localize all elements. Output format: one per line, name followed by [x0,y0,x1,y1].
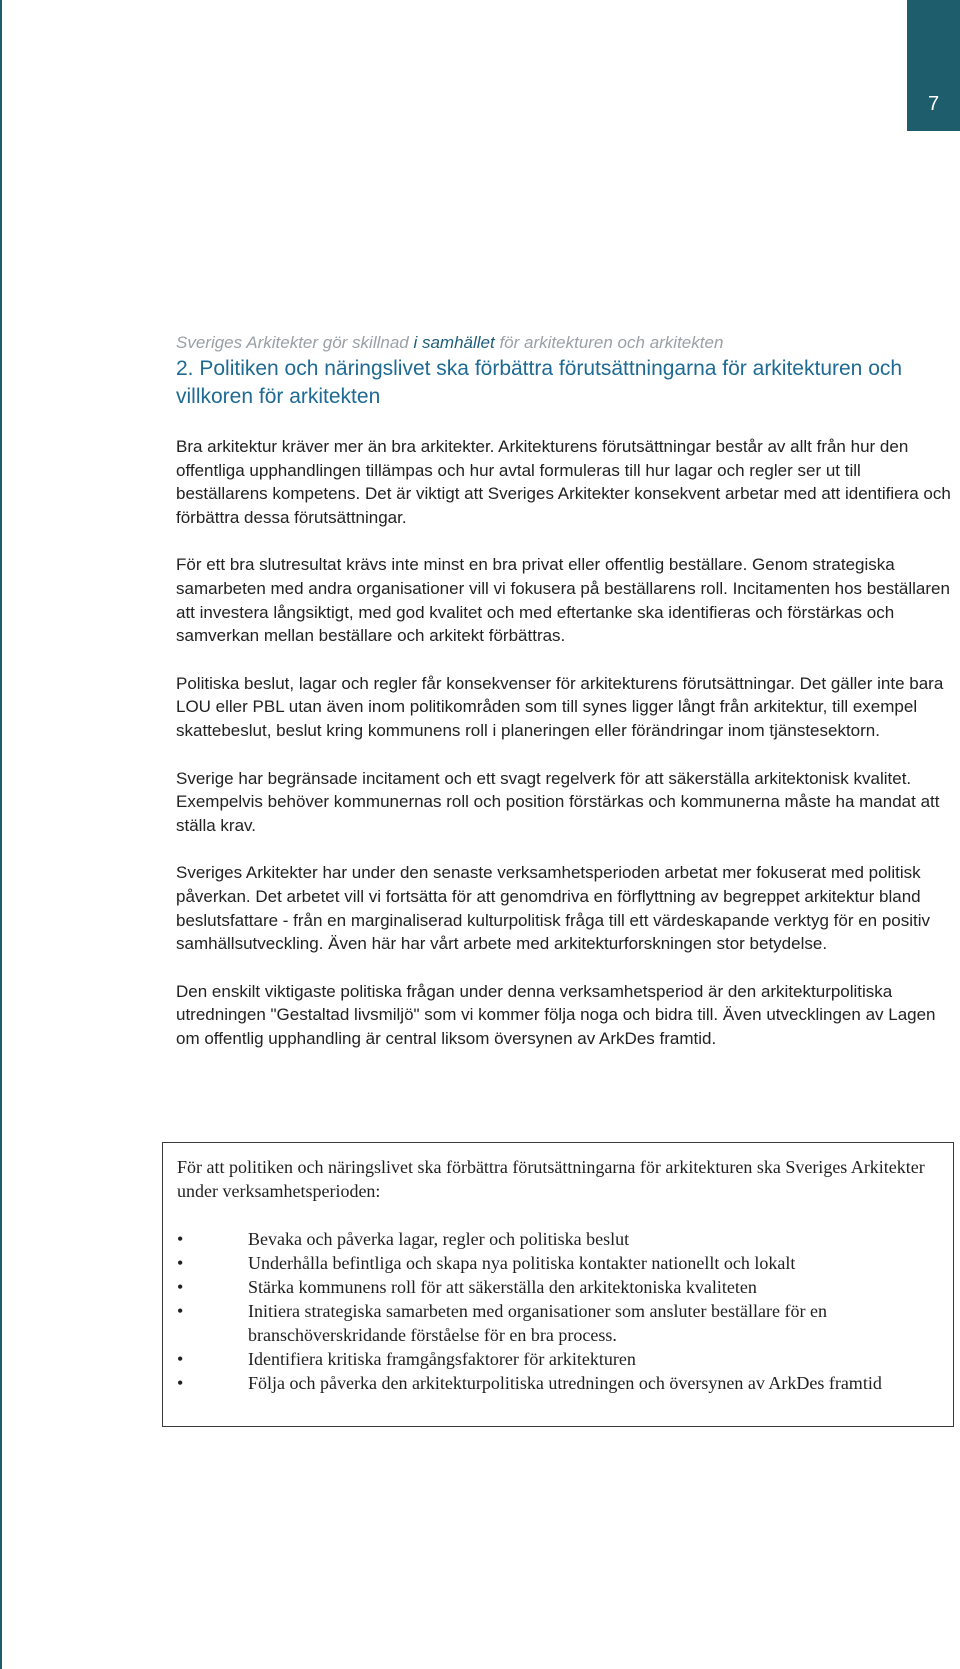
list-item-text: Underhålla befintliga och skapa nya politiska kontakter nationellt och lokalt [248,1253,796,1273]
paragraph: Den enskilt viktigaste politiska frågan under denna verksamhetsperiod är den arkitekturpolitiska utredningen "Gestaltad livsmiljö" som vi kommer följa noga och bidra till. Även utvecklingen av Lagen om offentlig upphandling är central liksom översynen av ArkDes framtid. [176,981,936,1048]
list-item [163,1347,953,1371]
paragraph: Sverige har begränsade incitament och ett svagt regelverk för att säkerställa arkitektonisk kvalitet. Exempelvis behöver kommunernas roll och position förstärkas och kommunerna måste ha mandat att ställa krav. [176,768,940,835]
section-heading: 2. Politiken och näringslivet ska förbättra förutsättningarna för arkitekturen och villkoren för arkitekten [176,357,903,408]
page-number: 7 [927,93,940,115]
kicker-lead: Sveriges Arkitekter gör skillnad [176,333,414,352]
list-item [163,1299,953,1347]
list-item [163,1275,953,1299]
main-content [176,331,954,1074]
section-kicker [176,331,954,355]
bullet-icon: • [177,1349,184,1369]
bullet-icon: • [177,1373,184,1393]
bullet-icon: • [177,1277,184,1297]
page-number-tab [907,0,960,131]
goals-list [163,1227,953,1395]
goals-intro: För att politiken och näringslivet ska förbättra förutsättningarna för arkitekturen ska Sveriges Arkitekter under verksamhetsperioden: [177,1157,925,1201]
list-item-text: Stärka kommunens roll för att säkerställa den arkitektoniska kvaliteten [248,1277,757,1297]
bullet-icon: • [177,1301,184,1321]
list-item [163,1227,953,1251]
list-item-text: Initiera strategiska samarbeten med organisationer som ansluter beställare för en branschöverskridande förståelse för en bra process. [248,1301,827,1345]
list-item [163,1371,953,1395]
paragraph: För ett bra slutresultat krävs inte minst en bra privat eller offentlig beställare. Genom strategiska samarbeten med andra organisationer vill vi fokusera på beställarens roll. Incitamenten hos beställaren att investera långsiktigt, med god kvalitet och med eftertanke ska identifieras och förstärkas och samverkan mellan beställare och arkitekt förbättras. [176,555,950,646]
goals-box [162,1142,954,1427]
list-item-text: Bevaka och påverka lagar, regler och politiska beslut [248,1229,630,1249]
list-item-text: Följa och påverka den arkitekturpolitiska utredningen och översynen av ArkDes framtid [248,1373,882,1393]
paragraph: Politiska beslut, lagar och regler får konsekvenser för arkitekturens förutsättningar. Det gäller inte bara LOU eller PBL utan även inom politikområden som till synes ligger långt från arkitektur, till exempel skattebeslut, beslut kring kommunens roll i planeringen eller förändringar inom tjänstesektorn. [176,673,944,740]
kicker-tail: för arkitekturen och arkitekten [494,333,724,352]
left-margin-rule [0,0,2,1669]
bullet-icon: • [177,1229,184,1249]
paragraph: Sveriges Arkitekter har under den senaste verksamhetsperioden arbetat mer fokuserat med politisk påverkan. Det arbetet vill vi fortsätta för att genomdriva en förflyttning av begreppet arkitektur bland beslutsfattare - från en marginaliserad kulturpolitisk fråga till ett värdeskapande verktyg för en positiv samhällsutveckling. Även här har vårt arbete med arkitekturforskningen stor betydelse. [176,863,931,954]
paragraph: Bra arkitektur kräver mer än bra arkitekter. Arkitekturens förutsättningar består av allt från hur den offentliga upphandlingen tillämpas och hur avtal formuleras till hur lagar och regler ser ut till beställarens kompetens. Det är viktigt att Sveriges Arkitekter konsekvent arbetar med att identifiera och förbättra dessa förutsättningar. [176,437,951,527]
list-item [163,1251,953,1275]
bullet-icon: • [177,1253,184,1273]
list-item-text: Identifiera kritiska framgångsfaktorer för arkitekturen [248,1349,636,1369]
kicker-highlight: i samhället [413,333,495,352]
